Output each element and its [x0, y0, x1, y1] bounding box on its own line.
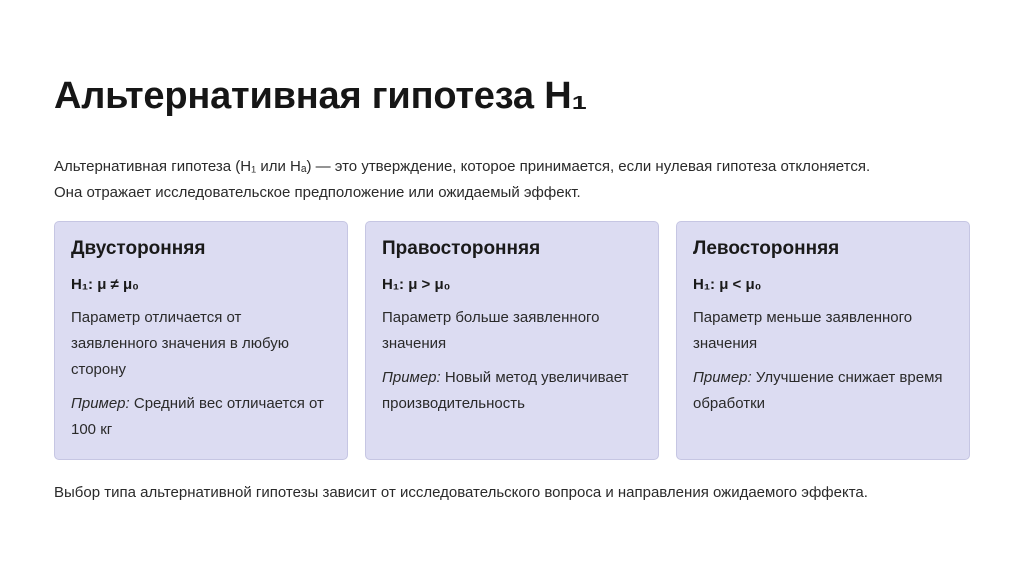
intro-paragraph	[54, 154, 984, 206]
card-description: Параметр отличается от заявленного значения в любую сторону	[71, 309, 290, 378]
card-description: Параметр меньше заявленного значения	[693, 309, 913, 352]
slide-title: Альтернативная гипотеза H₁	[54, 75, 587, 117]
card-example-text: Улучшение снижает время обработки	[693, 369, 943, 412]
card-example-label: Пример:	[71, 395, 130, 412]
hypothesis-cards	[54, 221, 970, 460]
card-title: Двусторонняя	[71, 238, 206, 259]
card-example-text: Новый метод увеличивает производительность	[382, 369, 629, 412]
card-description: Параметр больше заявленного значения	[382, 309, 600, 352]
footer-note: Выбор типа альтернативной гипотезы зависит от исследовательского вопроса и направления ожидаемого эффекта.	[54, 484, 868, 501]
card-formula: H₁: μ > μ₀	[382, 276, 451, 293]
card-left-sided	[676, 221, 970, 460]
card-two-sided	[54, 221, 348, 460]
card-example-label: Пример:	[693, 369, 752, 386]
card-example	[693, 365, 953, 417]
intro-line-2: Она отражает исследовательское предположение или ожидаемый эффект.	[54, 184, 581, 201]
card-title: Правосторонняя	[382, 238, 541, 259]
card-example	[382, 365, 642, 417]
card-right-sided	[365, 221, 659, 460]
card-title: Левосторонняя	[693, 238, 840, 259]
card-example-label: Пример:	[382, 369, 441, 386]
card-example-text: Средний вес отличается от 100 кг	[71, 395, 324, 438]
intro-line-1: Альтернативная гипотеза (H₁ или Hₐ) — это утверждение, которое принимается, если нулевая гипотеза отклоняется.	[54, 158, 871, 175]
card-formula: H₁: μ < μ₀	[693, 276, 762, 293]
card-formula: H₁: μ ≠ μ₀	[71, 276, 139, 293]
card-example	[71, 391, 331, 443]
